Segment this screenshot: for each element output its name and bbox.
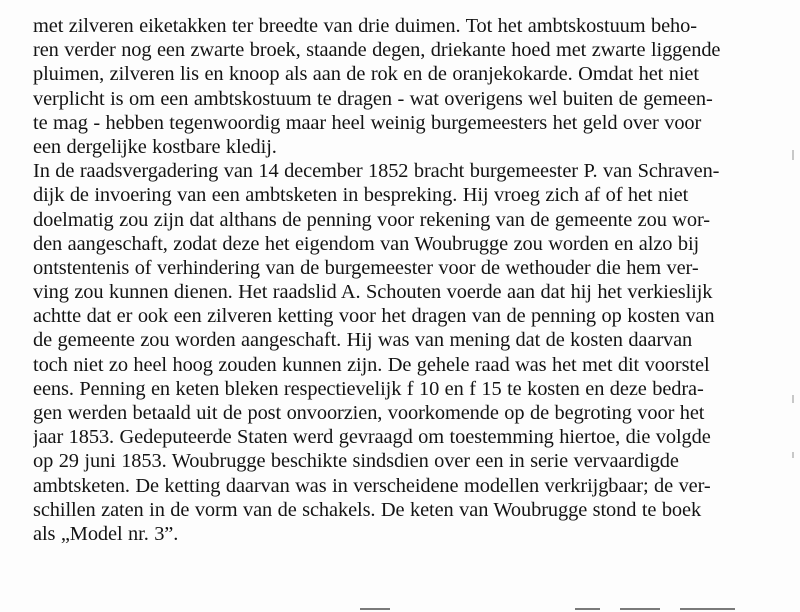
scan-edge-mark xyxy=(792,452,794,458)
text-line: achtte dat er ook een zilveren ketting voor het dragen van de penning op kosten van xyxy=(33,305,715,328)
cut-off-line-fragment xyxy=(680,608,735,610)
text-line: verplicht is om een ambtskostuum te dragen - wat overigens wel buiten de gemeen- xyxy=(33,87,713,110)
cut-off-line-fragment xyxy=(360,608,390,610)
text-line: de gemeente zou worden aangeschaft. Hij was van mening dat de kosten daarvan xyxy=(33,329,693,352)
text-line: met zilveren eiketakken ter breedte van drie duimen. Tot het ambtskostuum beho- xyxy=(33,15,697,37)
text-line: jaar 1853. Gedeputeerde Staten werd gevraagd om toestemming hiertoe, die volgde xyxy=(33,426,711,449)
text-line: dijk de invoering van een ambtsketen in bespreking. Hij vroeg zich af of het niet xyxy=(33,184,689,207)
text-line: den aangeschaft, zodat deze het eigendom van Woubrugge zou worden en alzo bij xyxy=(33,232,700,255)
body-text xyxy=(33,14,773,546)
text-line: gen werden betaald uit de post onvoorzien, voorkomende op de begroting voor het xyxy=(33,402,705,424)
text-line: schillen zaten in de vorm van de schakels. De keten van Woubrugge stond te boek xyxy=(33,498,702,521)
text-line: ambtsketen. De ketting daarvan was in verscheidene modellen verkrijgbaar; de ver- xyxy=(33,474,711,497)
cut-off-line-fragment xyxy=(620,608,660,610)
text-line: ving zou kunnen dienen. Het raadslid A. Schouten voerde aan dat hij het verkieslijk xyxy=(33,281,713,304)
text-line: op 29 juni 1853. Woubrugge beschikte sindsdien over een in serie vervaardigde xyxy=(33,450,679,473)
text-line: als „Model nr. 3”. xyxy=(33,522,179,545)
cut-off-line-fragment xyxy=(30,596,800,612)
scan-edge-mark xyxy=(792,395,794,403)
text-line: ontstentenis of verhindering van de burgemeester voor de wethouder die hem ver- xyxy=(33,256,699,279)
text-line: een dergelijke kostbare kledij. xyxy=(33,135,277,158)
text-line: ren verder nog een zwarte broek, staande degen, driekante hoed met zwarte liggende xyxy=(33,39,721,62)
cut-off-line-fragment xyxy=(575,608,600,610)
scan-edge-mark xyxy=(792,150,794,160)
text-line: pluimen, zilveren lis en knoop als aan de rok en de oranjekokarde. Omdat het niet xyxy=(33,63,699,86)
text-line: In de raadsvergadering van 14 december 1852 bracht burgemeester P. van Schraven- xyxy=(33,160,720,183)
text-line: te mag - hebben tegenwoordig maar heel weinig burgemeesters het geld over voor xyxy=(33,111,702,134)
text-line: toch niet zo heel hoog zouden kunnen zijn. De gehele raad was het met dit voorstel xyxy=(33,353,710,376)
text-line: doelmatig zou zijn dat althans de penning voor rekening van de gemeente zou wor- xyxy=(33,208,710,231)
text-line: eens. Penning en keten bleken respectievelijk f 10 en f 15 te kosten en deze bedra- xyxy=(33,377,704,400)
